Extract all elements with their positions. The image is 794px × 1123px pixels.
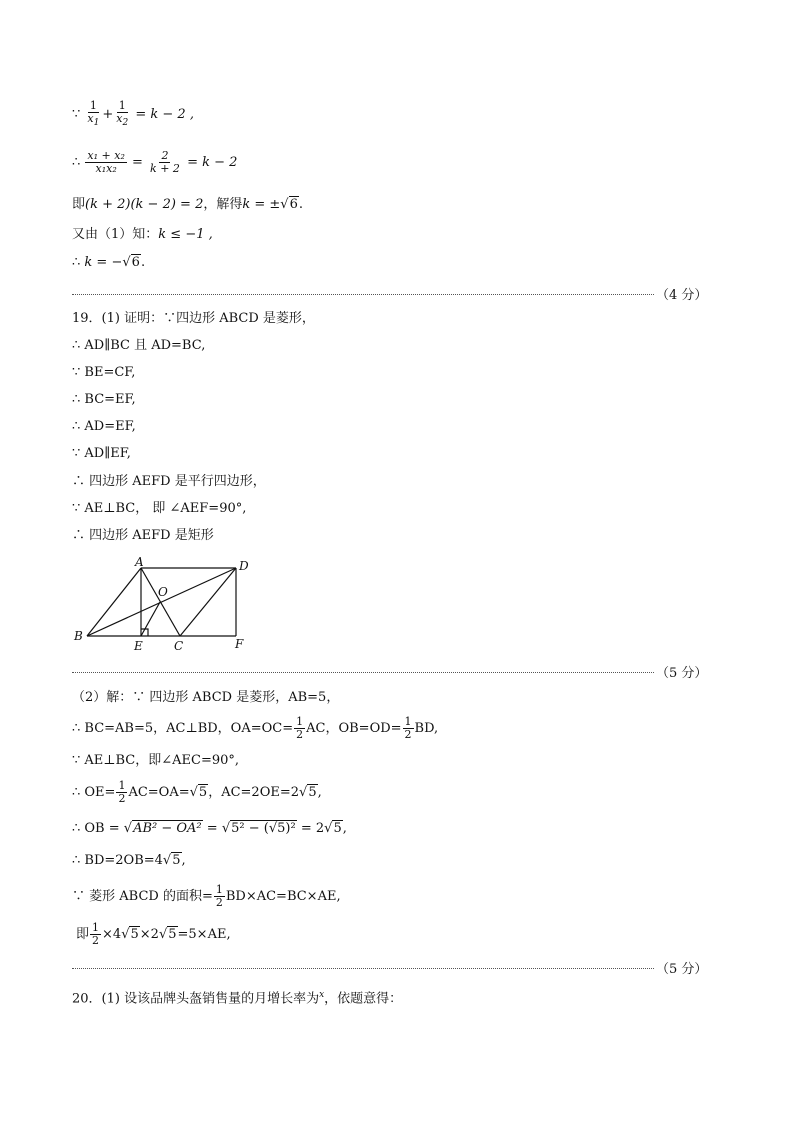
eq-line-3 xyxy=(72,196,303,214)
p2-l7-d: =5×AE, xyxy=(177,927,231,942)
q19-step-2: ∵ BE=CF, xyxy=(72,365,136,380)
equals-sign: = xyxy=(206,821,218,836)
text-from-part1: 又由（1）知： xyxy=(72,227,159,242)
score-5a: （5 分） xyxy=(656,666,708,681)
q19-step-1: ∴ AD∥BC 且 AD=BC, xyxy=(72,338,206,353)
eq-4-expr: k ≤ −1 , xyxy=(158,227,213,242)
p2-l3-a: ∴ OE= xyxy=(72,785,116,800)
label-D: D xyxy=(239,559,249,573)
q19-step-5: ∵ AD∥EF, xyxy=(72,446,131,461)
therefore-symbol: ∴ xyxy=(72,255,81,270)
p2-l7-a: 即 xyxy=(76,927,90,942)
p2-l4-b: = 2 xyxy=(300,821,325,836)
score-dotted-line xyxy=(72,968,654,969)
p2-l5-a: ∴ BD=2OB=4 xyxy=(72,853,163,868)
label-O: O xyxy=(158,585,168,599)
period: . xyxy=(140,255,146,270)
eq-line-5 xyxy=(72,254,145,272)
eq-3-answer: k = ± xyxy=(242,197,281,212)
score-4: （4 分） xyxy=(656,288,708,303)
eq-1-rhs: = k − 2 , xyxy=(135,107,194,123)
sqrt-5: √5 xyxy=(324,821,342,836)
q19-p2-line-1 xyxy=(72,716,438,741)
sqrt-5: √5 xyxy=(121,927,139,942)
equals-sign: = xyxy=(132,155,143,170)
p2-l6-b: BD×AC=BC×AE, xyxy=(225,889,341,904)
q19-p2-line-7 xyxy=(76,922,231,947)
label-B: B xyxy=(74,629,83,643)
p2-l1-b: AC，OB=OD= xyxy=(306,721,402,736)
q19-step-7: ∵ AE⊥BC， 即 ∠AEF=90°, xyxy=(72,501,247,516)
q20-title-end: ，依题意得： xyxy=(324,991,403,1007)
q19-p2-line-4 xyxy=(72,820,347,838)
score-dotted-line xyxy=(72,672,654,673)
fraction-2-over-k-plus-2: $\frac{2}{k + 2}$ xyxy=(150,149,180,175)
fraction-sum-over-product: $\frac{\text{x₁ + x₂}}{\text{x₁x₂}}$ xyxy=(87,149,125,175)
q20-title-text: 20．(1) 设该品牌头盔销售量的月增长率为 xyxy=(72,991,320,1007)
q19-part2-title: （2）解：∵ 四边形 ABCD 是菱形，AB=5， xyxy=(72,690,340,705)
eq-2-rhs: = k − 2 xyxy=(187,155,238,170)
p2-l7-b: ×4 xyxy=(102,927,122,942)
fraction-1-over-x1: $\frac{1}{x_1}$ xyxy=(87,99,100,129)
q19-title: 19．(1) 证明：∵四边形 ABCD 是菱形， xyxy=(72,311,315,326)
q19-p2-line-5 xyxy=(72,852,186,870)
fraction-half: $\frac{1}{2}$ xyxy=(215,883,223,909)
text-ji: 即 xyxy=(72,197,86,212)
sqrt-5: √5 xyxy=(299,785,317,800)
p2-l1-a: ∴ BC=AB=5，AC⊥BD，OA=OC= xyxy=(72,721,294,736)
fraction-half: $\frac{1}{2}$ xyxy=(118,779,126,805)
segment-CD xyxy=(180,568,236,636)
p2-l1-c: BD, xyxy=(414,721,439,736)
p2-l3-d: , xyxy=(317,785,322,800)
eq-3-expr: (k + 2)(k − 2) = 2 xyxy=(85,197,204,212)
q19-p2-line-6 xyxy=(72,884,341,909)
p2-l4-c: , xyxy=(342,821,347,836)
because-symbol: ∵ xyxy=(72,107,81,123)
sqrt-6: √6 xyxy=(122,255,140,270)
p2-l7-c: ×2 xyxy=(139,927,159,942)
sqrt-6: √6 xyxy=(280,197,298,212)
p2-l4-a: ∴ OB = xyxy=(72,821,120,836)
label-A: A xyxy=(135,556,144,569)
sqrt-5: √5 xyxy=(162,853,181,868)
q19-p2-line-3 xyxy=(72,780,322,805)
sqrt-25-minus-5: √5² − (√5)² xyxy=(221,821,296,836)
score-5b: （5 分） xyxy=(656,962,708,977)
fraction-half: $\frac{1}{2}$ xyxy=(404,715,412,741)
p2-l3-b: AC=OA= xyxy=(128,785,190,800)
fraction-1-over-x2: $\frac{1}{x_2}$ xyxy=(116,99,129,129)
sqrt-5: √5 xyxy=(189,785,208,800)
p2-l5-b: , xyxy=(181,853,186,868)
q19-step-3: ∴ BC=EF, xyxy=(72,392,136,407)
eq-line-1 xyxy=(72,100,194,129)
p2-l6-a: ∵ 菱形 ABCD 的面积= xyxy=(72,889,213,904)
q19-step-4: ∴ AD=EF, xyxy=(72,419,136,434)
label-C: C xyxy=(174,639,184,653)
label-E: E xyxy=(134,639,143,653)
q19-step-6: ∴ 四边形 AEFD 是平行四边形， xyxy=(72,474,266,489)
q19-step-8: ∴ 四边形 AEFD 是矩形 xyxy=(72,528,214,543)
q19-p2-line-2: ∵ AE⊥BC，即∠AEC=90°, xyxy=(72,753,240,768)
fraction-half: $\frac{1}{2}$ xyxy=(92,921,100,947)
therefore-symbol: ∴ xyxy=(72,155,81,170)
q20-variable: x xyxy=(319,990,325,1000)
plus-sign: + xyxy=(102,107,114,123)
label-F: F xyxy=(235,637,244,651)
p2-l3-c: ，AC=2OE=2 xyxy=(208,785,300,800)
score-dotted-line xyxy=(72,294,654,295)
q20-title xyxy=(72,986,402,1008)
segment-BD xyxy=(87,568,236,636)
eq-line-4 xyxy=(72,226,213,244)
sqrt-ab2-oa2: √AB² − OA² xyxy=(123,821,202,836)
period: . xyxy=(298,197,304,212)
fraction-half: $\frac{1}{2}$ xyxy=(296,715,304,741)
segment-AB xyxy=(87,568,141,636)
eq-5-expr: k = − xyxy=(84,255,123,270)
sqrt-5: √5 xyxy=(158,927,177,942)
rhombus-rectangle-figure xyxy=(70,556,270,656)
text-solve: ，解得 xyxy=(203,197,243,212)
eq-line-2 xyxy=(72,150,237,175)
